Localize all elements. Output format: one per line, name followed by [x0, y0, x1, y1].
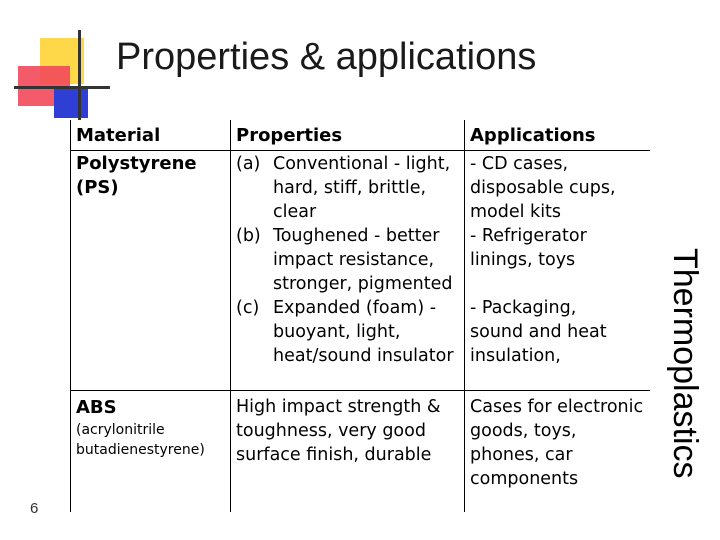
application-group-c — [470, 296, 648, 368]
property-item-b — [236, 224, 462, 296]
item-line: impact resistance, — [273, 250, 435, 270]
slide-logo — [14, 30, 114, 120]
header-applications: Applications — [470, 125, 596, 146]
item-line: heat/sound insulator — [273, 346, 454, 366]
item-line: hard, stiff, brittle, — [273, 178, 427, 198]
property-line: High impact strength & — [236, 397, 441, 417]
application-line: linings, toys — [470, 250, 576, 270]
item-line: stronger, pigmented — [273, 274, 453, 294]
material-line: (PS) — [76, 177, 119, 198]
material-sub-line: (acrylonitrile — [76, 422, 165, 438]
table-border-left — [70, 120, 71, 512]
application-line: Cases for electronic — [470, 397, 644, 417]
application-group-b — [470, 224, 648, 272]
item-line: Conventional - light, — [273, 154, 451, 174]
property-line: toughness, very good — [236, 421, 426, 441]
application-line: phones, car — [470, 445, 573, 465]
property-line: surface finish, durable — [236, 445, 432, 465]
row-separator — [70, 390, 650, 391]
properties-abs — [236, 395, 462, 467]
property-item-c — [236, 296, 462, 368]
item-line: buoyant, light, — [273, 322, 401, 342]
header-material: Material — [76, 125, 161, 146]
header-separator — [70, 150, 650, 151]
logo-horizontal-bar — [14, 86, 110, 89]
material-sub-line: butadienestyrene) — [76, 442, 205, 458]
application-line: - CD cases, — [470, 154, 569, 174]
logo-vertical-bar — [78, 30, 81, 120]
item-label: (b) — [236, 226, 261, 246]
material-polystyrene — [76, 152, 197, 200]
property-item-a — [236, 152, 462, 224]
application-line: model kits — [470, 202, 562, 222]
application-line: - Packaging, — [470, 298, 577, 318]
application-line: goods, toys, — [470, 421, 577, 441]
material-abs — [76, 396, 228, 460]
item-label: (c) — [236, 298, 260, 318]
material-line: Polystyrene — [76, 153, 197, 174]
page-title: Properties & applications — [116, 36, 537, 78]
header-properties: Properties — [236, 125, 343, 146]
material-line: ABS — [76, 397, 117, 418]
item-line: Expanded (foam) - — [273, 298, 437, 318]
table-divider-2 — [464, 120, 465, 512]
item-label: (a) — [236, 154, 261, 174]
applications-abs — [470, 395, 648, 491]
application-line: components — [470, 469, 579, 489]
application-line: insulation, — [470, 346, 561, 366]
page-number: 6 — [30, 500, 39, 517]
table-divider-1 — [230, 120, 231, 512]
application-line: disposable cups, — [470, 178, 616, 198]
item-line: Toughened - better — [273, 226, 440, 246]
logo-blue-square — [54, 88, 88, 118]
item-line: clear — [273, 202, 317, 222]
application-line: sound and heat — [470, 322, 607, 342]
side-label: Thermoplastics — [666, 248, 704, 479]
properties-polystyrene — [236, 152, 462, 368]
application-group-a — [470, 152, 648, 224]
applications-polystyrene — [470, 152, 648, 368]
application-line: - Refrigerator — [470, 226, 587, 246]
